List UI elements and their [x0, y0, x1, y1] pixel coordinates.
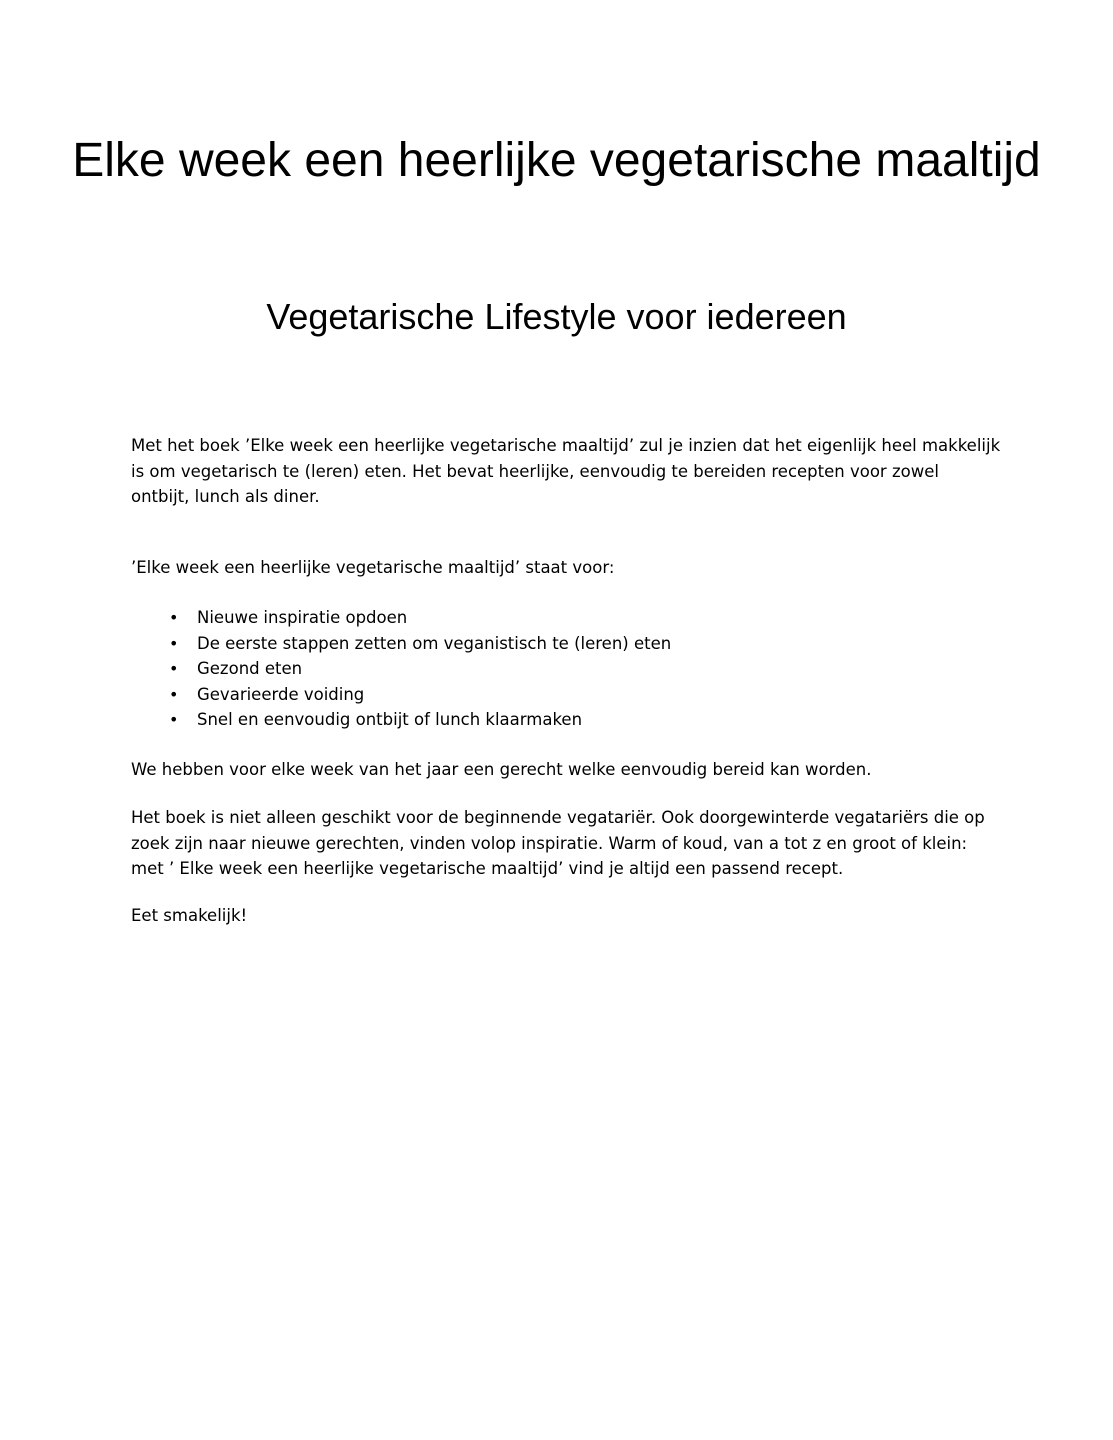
closing-paragraph: Eet smakelijk! [131, 906, 248, 925]
list-item [131, 682, 1001, 708]
list-item [131, 605, 1001, 631]
list-item-text: Gevarieerde voiding [197, 684, 365, 704]
bullet-list [131, 605, 1001, 733]
list-item [131, 656, 1001, 682]
list-item [131, 707, 1001, 733]
list-item-text: Snel en eenvoudig ontbijt of lunch klaarmaken [197, 710, 583, 729]
bullet-icon: • [169, 608, 179, 627]
intro-paragraph: Met het boek ’Elke week een heerlijke vegetarische maaltijd’ zul je inzien dat het eigenlijk heel makkelijk is om vegetarisch te (leren) eten. Het bevat heerlijke, eenvoudig te bereiden recepten voor zowel ontbijt, lunch als diner. [131, 436, 1001, 506]
list-item-text: Nieuwe inspiratie opdoen [197, 608, 408, 627]
bullet-icon: • [169, 684, 179, 704]
page-title: Elke week een heerlijke vegetarische maaltijd [72, 134, 1041, 187]
bullet-icon: • [169, 633, 179, 653]
lead-paragraph: ’Elke week een heerlijke vegetarische maaltijd’ staat voor: [131, 558, 615, 577]
bullet-icon: • [169, 710, 179, 729]
list-item-text: De eerste stappen zetten om veganistisch te (leren) eten [197, 633, 672, 653]
page-subtitle: Vegetarische Lifestyle voor iedereen [266, 296, 847, 337]
list-item [131, 631, 1001, 657]
bullet-icon: • [169, 659, 179, 678]
book-paragraph: Het boek is niet alleen geschikt voor de beginnende vegatariër. Ook doorgewinterde vegatariërs die op zoek zijn naar nieuwe gerechten, vinden volop inspiratie. Warm of koud, van a tot z en groot of klein: met ’ Elke week een heerlijke vegetarische maaltijd’ vind je altijd een passend recept. [131, 808, 985, 878]
list-item-text: Gezond eten [197, 659, 303, 678]
week-paragraph: We hebben voor elke week van het jaar een gerecht welke eenvoudig bereid kan worden. [131, 760, 872, 779]
